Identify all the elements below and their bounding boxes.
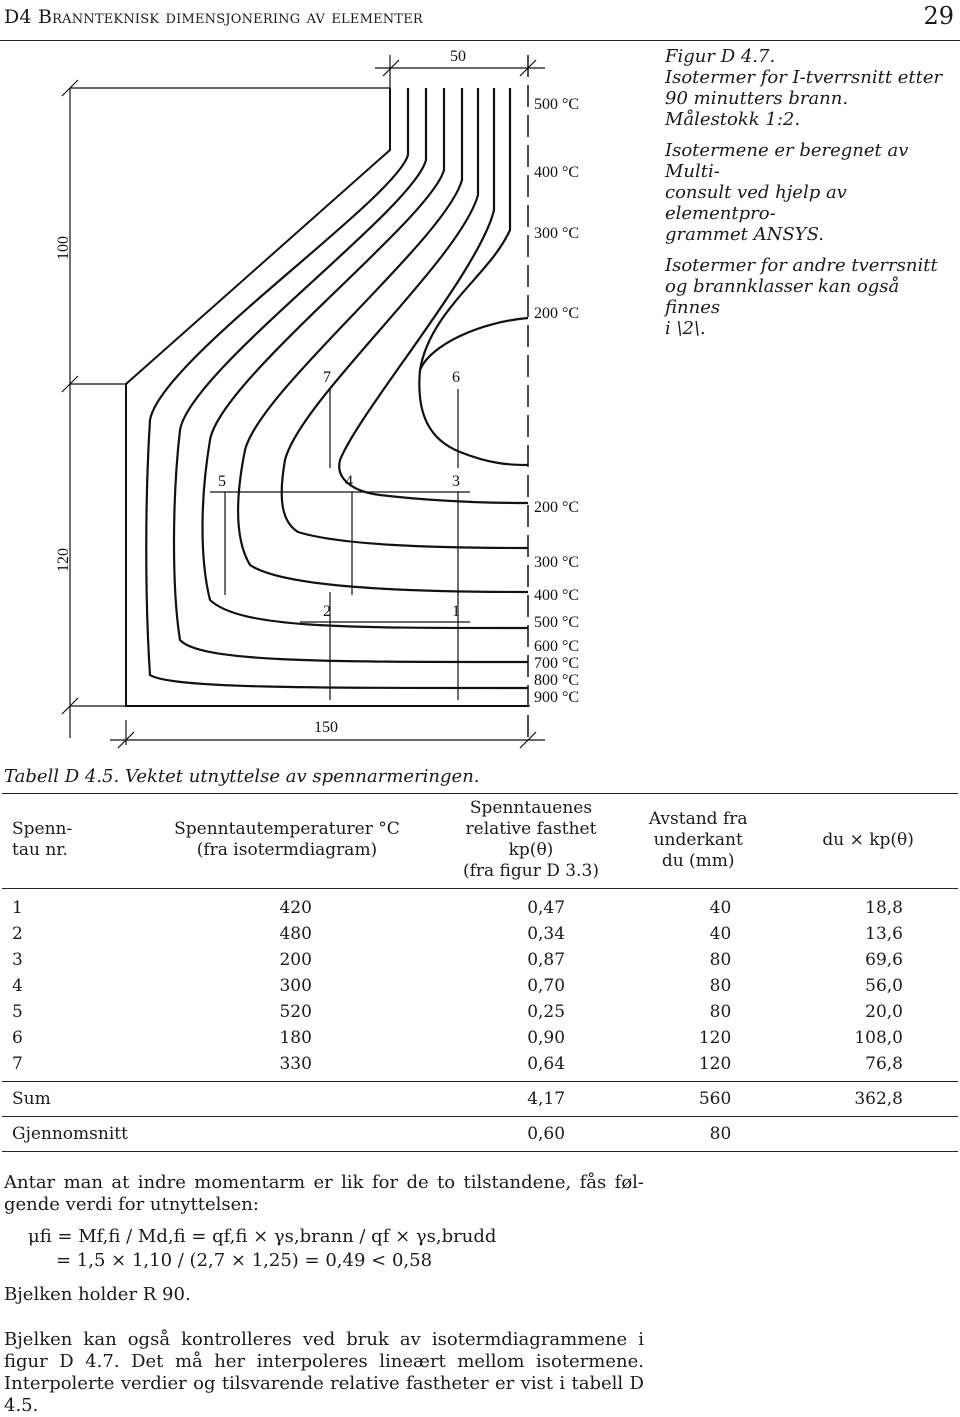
paragraph: Bjelken kan også kontrolleres ved bruk av isotermdiagrammene i figur D 4.7. Det må her interpoleres lineært mellom isotermene. Interpolerte verdier og tilsvarende relative fastheter er vist i tabell D 4.5. [4, 1329, 644, 1416]
caption-note-line: Isotermene er beregnet av Multi- [665, 140, 909, 182]
page-number: 29 [923, 2, 954, 30]
caption-line: Isotermer for I-tverrsnitt etter [665, 67, 943, 88]
header-temperature: Spenntautemperaturer °C (fra isotermdiagram) [130, 794, 444, 889]
caption-note-line: i \2\. [665, 318, 706, 339]
flange-label-500: 500 °C [534, 614, 580, 631]
caption-note-line: grammet ANSYS. [665, 224, 824, 245]
paragraph-line: gende verdi for utnyttelsen: [4, 1194, 259, 1215]
web-label-500: 500 °C [534, 96, 580, 113]
strand-locators [210, 389, 470, 700]
caption-note-line: consult ved hjelp av elementpro- [665, 182, 847, 224]
table-row: 7 330 0,64 120 76,8 [12, 1054, 903, 1074]
caption-title: Figur D 4.7. [665, 46, 776, 67]
header-strand-number: Spenn- tau nr. [2, 794, 130, 889]
caption-line: 90 minutters brann. [665, 88, 849, 109]
table-average-row: Gjennomsnitt 0,60 80 [2, 1117, 958, 1152]
point-label-1: 1 [452, 603, 460, 620]
dim-left-upper-label: 100 [55, 236, 72, 260]
chapter-title: D4 Brannteknisk dimensjonering av elementer [4, 6, 423, 28]
utilization-table [2, 793, 958, 1152]
table-row: 6 180 0,90 120 108,0 [12, 1028, 903, 1048]
dim-top-label: 50 [450, 48, 466, 65]
dim-bottom-label: 150 [314, 719, 338, 736]
web-label-300: 300 °C [534, 225, 580, 242]
utilization-equation-result: = 1,5 × 1,10 / (2,7 × 1,25) = 0,49 < 0,58 [56, 1250, 433, 1271]
header-distance: Avstand fra underkant du (mm) [618, 794, 778, 889]
point-label-3: 3 [452, 473, 460, 490]
header-relative-strength: Spenntauenes relative fasthet kp(θ) (fra figur D 3.3) [444, 794, 618, 889]
caption-note-line: Isotermer for andre tverrsnitt [665, 255, 938, 276]
flange-label-600: 600 °C [534, 638, 580, 655]
web-label-200: 200 °C [534, 305, 580, 322]
dimension-lines [62, 55, 545, 748]
table-row: 3 200 0,87 80 69,6 [12, 950, 903, 970]
flange-label-400: 400 °C [534, 587, 580, 604]
flange-label-800: 800 °C [534, 672, 580, 689]
body-text [4, 1172, 644, 1417]
point-label-6: 6 [452, 369, 460, 386]
isotherms [146, 88, 528, 688]
table-row: 4 300 0,70 80 56,0 [12, 976, 903, 996]
paragraph: Bjelken holder R 90. [4, 1284, 191, 1305]
point-label-4: 4 [345, 473, 353, 490]
utilization-equation: μfi = Mf,fi / Md,fi = qf,fi × γs,brann / qf × γs,brudd [28, 1226, 497, 1247]
caption-note-line: og brannklasser kan også finnes [665, 276, 900, 318]
table-row: 5 520 0,25 80 20,0 [12, 1002, 903, 1022]
figure-labels [55, 48, 579, 736]
caption-line: Målestokk 1:2. [665, 109, 801, 130]
dim-left-lower-label: 120 [55, 548, 72, 572]
table-sum-row: Sum 4,17 560 362,8 [2, 1082, 958, 1117]
flange-label-300: 300 °C [534, 554, 580, 571]
table-row: 1 420 0,47 40 18,8 [12, 898, 903, 918]
header-weighted: du × kp(θ) [778, 794, 958, 889]
point-label-2: 2 [323, 603, 331, 620]
flange-label-900: 900 °C [534, 689, 580, 706]
paragraph-line: Antar man at indre momentarm er lik for de to tilstandene, fås føl- [4, 1172, 644, 1193]
figure-caption [665, 46, 957, 349]
flange-label-700: 700 °C [534, 655, 580, 672]
web-label-400: 400 °C [534, 164, 580, 181]
flange-label-200: 200 °C [534, 499, 580, 516]
page-header [0, 0, 960, 41]
table-header-row [2, 794, 958, 889]
table-caption: Tabell D 4.5. Vektet utnyttelse av spennarmeringen. [4, 766, 480, 787]
point-label-7: 7 [323, 369, 331, 386]
point-label-5: 5 [218, 473, 226, 490]
table-row: 2 480 0,34 40 13,6 [12, 924, 903, 944]
